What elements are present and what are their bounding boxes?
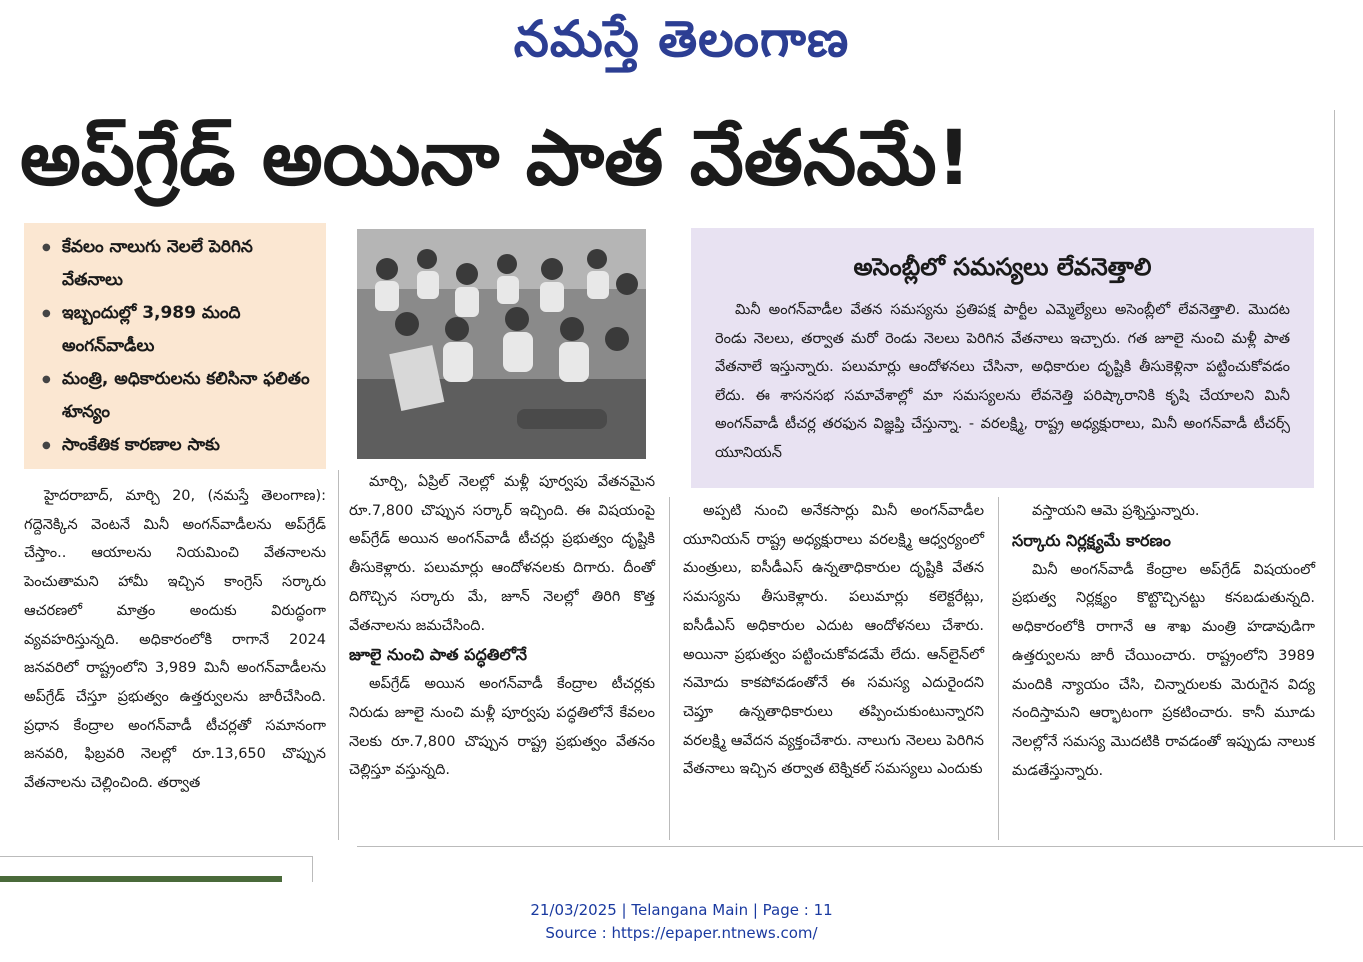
- highlights-box: [24, 223, 326, 469]
- section-divider: [357, 846, 1363, 847]
- article-column-2: [349, 468, 655, 785]
- section-divider: [312, 856, 313, 882]
- headline: అప్‌గ్రేడ్ అయినా పాత వేతనమే!: [20, 113, 972, 202]
- quote-box: [691, 228, 1314, 488]
- column-divider: [1334, 110, 1335, 840]
- article-paragraph: మార్చి, ఏప్రిల్ నెలల్లో మళ్లీ పూర్వపు వేతనమైన రూ.7,800 చొప్పున సర్కార్ ఇచ్చింది. ఈ విషయంపై అప్‌గ్రేడ్ అయిన అంగన్‌వాడీ టీచర్లు ప్రభుత్వం దృష్టికి తీసుకెళ్లారు. పలుమార్లు ఆందోళనలకు దిగారు. దీంతో దిగొచ్చిన సర్కారు మే, జూన్ నెలల్లో తిరిగి కొత్త వేతనాలను జమచేసింది.: [349, 474, 655, 634]
- news-photo: [357, 229, 646, 459]
- adjacent-column-edge: [1352, 110, 1363, 830]
- article-paragraph: అప్‌గ్రేడ్ అయిన అంగన్‌వాడీ కేంద్రాల టీచర్లకు నిరుడు జూలై నుంచి మళ్లీ పూర్వపు పద్ధతిలోనే కేవలం నెలకు రూ.7,800 చొప్పున రాష్ట్ర ప్రభుత్వం వేతనం చెల్లిస్తూ వస్తున్నది.: [349, 676, 655, 779]
- cropped-photo-strip: [0, 876, 282, 882]
- subheading: జూలై నుంచి పాత పద్ధతిలోనే: [349, 645, 528, 665]
- highlight-item: ● మంత్రి, అధికారులను కలిసినా ఫలితం శూన్యం: [38, 363, 316, 429]
- highlight-item: ● కేవలం నాలుగు నెలలే పెరిగిన వేతనాలు: [38, 231, 316, 297]
- article-column-1: [24, 482, 326, 798]
- column-divider: [998, 497, 999, 840]
- column-divider: [669, 497, 670, 840]
- column-divider: [338, 470, 339, 840]
- article-paragraph: వస్తాయని ఆమె ప్రశ్నిస్తున్నారు.: [1032, 503, 1200, 519]
- footer-source: Source : https://epaper.ntnews.com/: [545, 924, 818, 942]
- highlight-item: ● ఇబ్బందుల్లో 3,989 మంది అంగన్‌వాడీలు: [38, 297, 316, 363]
- section-divider: [0, 856, 312, 857]
- quote-text: మినీ అంగన్‌వాడీల వేతన సమస్యను ప్రతిపక్ష పార్టీల ఎమ్మెల్యేలు అసెంబ్లీలో లేవనెత్తాలి. మొదట రెండు నెలలు, తర్వాత మరో రెండు నెలలు పెరిగిన వేతనాలు ఇచ్చారు. గత జూలై నుంచి మళ్లీ పాత వేతనాలే ఇస్తున్నారు. పలుమార్లు ఆందోళనలు చేసినా, అధికారుల దృష్టికి తీసుకెళ్లినా పట్టించుకోవడం లేదు. ఈ శాసనసభ సమావేశాల్లో మా సమస్యలను లేవనెత్తి పరిష్కారానికి కృషి చేయాలని మినీ అంగన్‌వాడీ టీచర్ల తరఫున విజ్ఞప్తి చేస్తున్నా. - వరలక్ష్మి, రాష్ట్ర అధ్యక్షురాలు, మినీ అంగన్‌వాడీ టీచర్స్ యూనియన్: [715, 302, 1290, 461]
- footer-date-page: 21/03/2025 | Telangana Main | Page : 11: [530, 901, 833, 919]
- quote-title: అసెంబ్లీలో సమస్యలు లేవనెత్తాలి: [853, 253, 1152, 281]
- subheading: సర్కారు నిర్లక్ష్యమే కారణం: [1012, 530, 1171, 550]
- masthead-logo: నమస్తే తెలంగాణ: [513, 10, 850, 68]
- article-paragraph: మినీ అంగన్‌వాడీ కేంద్రాల అప్‌గ్రేడ్ విషయంలో ప్రభుత్వ నిర్లక్ష్యం కొట్టొచ్చినట్టు కనబడుతున్నది. అధికారంలోకి రాగానే ఆ శాఖ మంత్రి హడావుడిగా ఉత్తర్వులను జారీ చేయించారు. రాష్ట్రంలోని 3989 మందికి న్యాయం చేసి, చిన్నారులకు మెరుగైన విద్య నందిస్తామని ఆర్భాటంగా ప్రకటించారు. కానీ మూడు నెలల్లోనే సమస్య మొదటికి రావడంతో ఇప్పుడు నాలుక మడతేస్తున్నారు.: [1012, 561, 1315, 779]
- article-column-4: [1012, 497, 1315, 785]
- highlight-item: ● సాంకేతిక కారణాల సాకు: [38, 429, 316, 462]
- article-column-3: [683, 497, 984, 784]
- article-paragraph: హైదరాబాద్, మార్చి 20, (నమస్తే తెలంగాణ): గద్దెనెక్కిన వెంటనే మినీ అంగన్‌వాడీలను అప్‌గ్రేడ్ చేస్తాం.. ఆయాలను నియమించి వేతనాలను పెంచుతామని హామీ ఇచ్చిన కాంగ్రెస్ సర్కారు ఆచరణలో మాత్రం అందుకు విరుద్ధంగా వ్యవహరిస్తున్నది. అధికారంలోకి రాగానే 2024 జనవరిలో రాష్ట్రంలోని 3,989 మినీ అంగన్‌వాడీలను అప్‌గ్రేడ్ చేస్తూ ప్రభుత్వం ఉత్తర్వులను జారీచేసింది. ప్రధాన కేంద్రాల అంగన్‌వాడీ టీచర్లతో సమానంగా జనవరి, ఫిబ్రవరి నెలల్లో రూ.13,650 చొప్పున వేతనాలను చెల్లించింది. తర్వాత: [24, 488, 326, 792]
- article-paragraph: అప్పటి నుంచి అనేకసార్లు మినీ అంగన్‌వాడీల యూనియన్ రాష్ట్ర అధ్యక్షురాలు వరలక్ష్మి ఆధ్వర్యంలో మంత్రులు, ఐసీడీఎస్ ఉన్నతాధికారుల దృష్టికి వేతన సమస్యను తీసుకెళ్లారు. పలుమార్లు కలెక్టరేట్లు, ఐసీడీఎస్ అధికారుల ఎదుట ఆందోళనలు చేశారు. అయినా ప్రభుత్వం పట్టించుకోవడమే లేదు. ఆన్‌లైన్‌లో నమోదు కాకపోవడంతోనే ఈ సమస్య ఎదురైందని చెప్తూ ఉన్నతాధికారులు తప్పించుకుంటున్నారని వరలక్ష్మి ఆవేదన వ్యక్తంచేశారు. నాలుగు నెలలు పెరిగిన వేతనాలు ఇచ్చిన తర్వాత టెక్నికల్ సమస్యలు ఎందుకు: [683, 503, 984, 778]
